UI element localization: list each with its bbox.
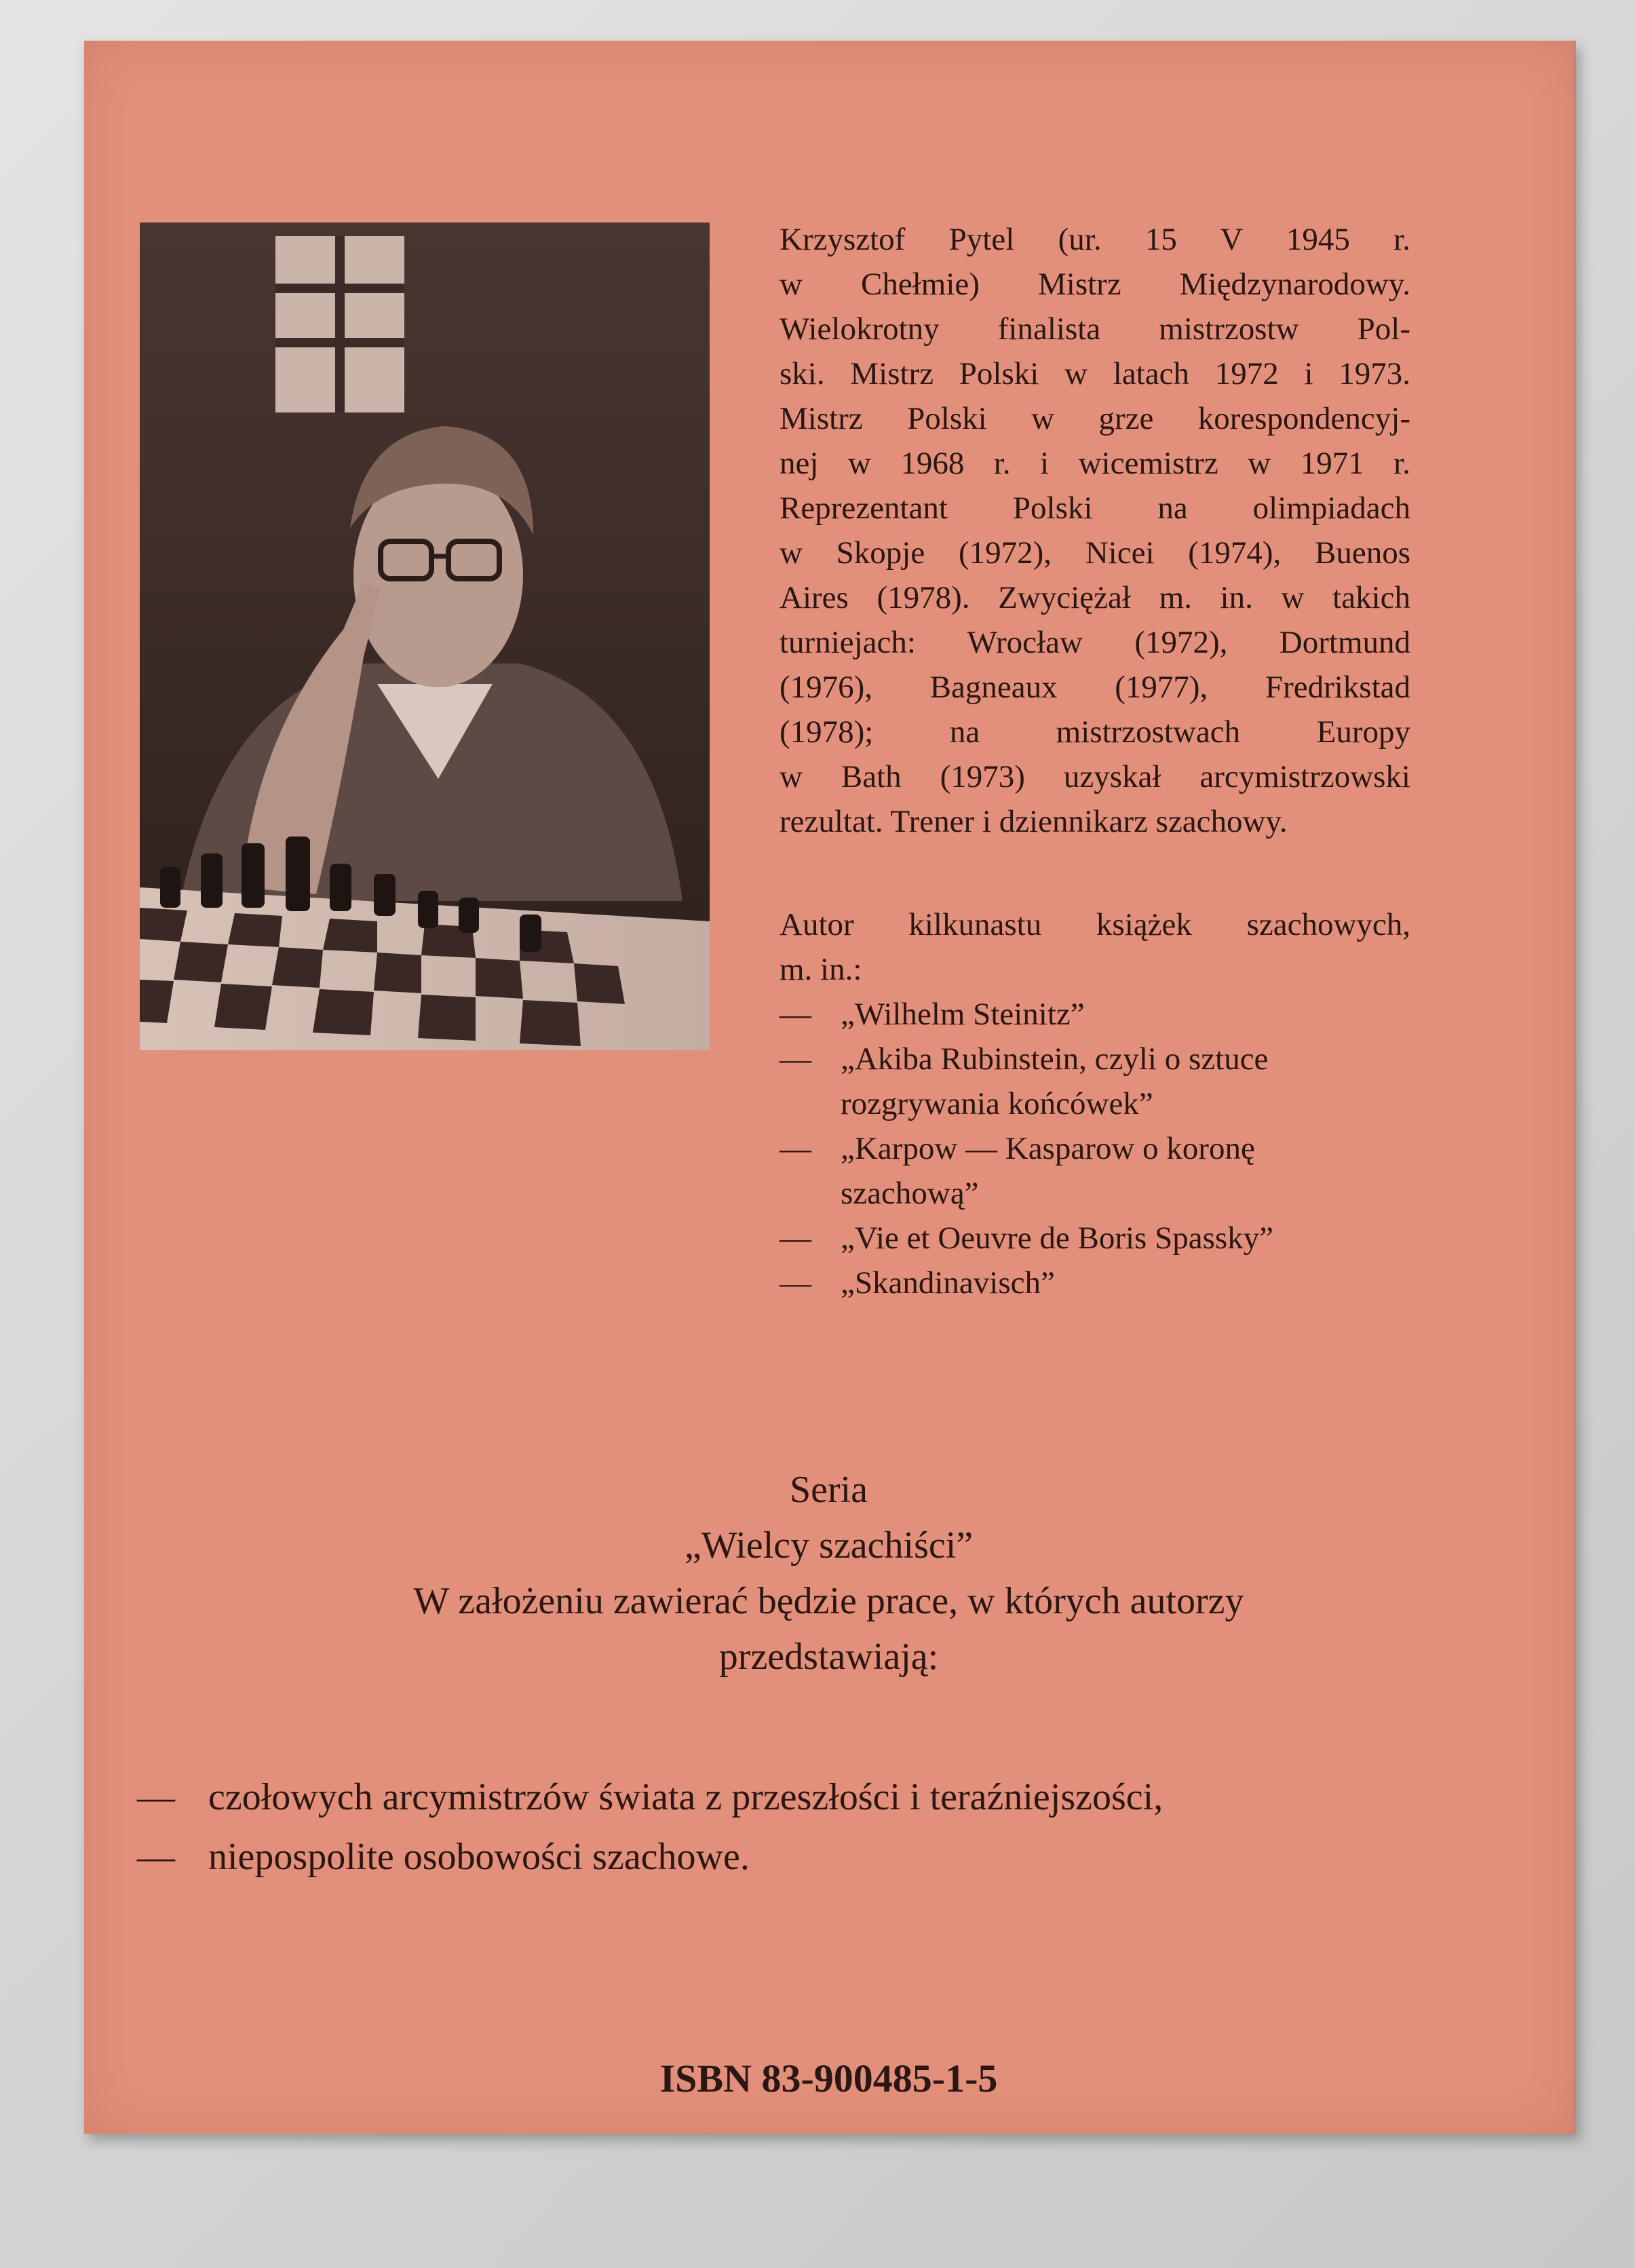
series-text-cont: przedstawiają: (718, 1636, 939, 1678)
works-item (780, 1261, 1410, 1305)
series-description (84, 1462, 1573, 1685)
topic-text: niepospolite osobowości szachowe. (208, 1836, 750, 1878)
works-title-cont: szachową” (841, 1176, 979, 1211)
bio-line: (1976), Bagneaux (1977), Fredrikstad (780, 670, 1410, 705)
bio-line: rezultat. Trener i dziennikarz szachowy. (780, 804, 1288, 839)
author-biography (780, 217, 1410, 844)
dash: — (780, 1041, 811, 1077)
dash: — (780, 1131, 811, 1166)
topic-item (137, 1827, 1163, 1887)
bio-line: ski. Mistrz Polski w latach 1972 i 1973. (780, 356, 1410, 391)
series-topics (137, 1767, 1163, 1887)
dash: — (137, 1836, 175, 1878)
bio-line: w Chełmie) Mistrz Międzynarodowy. (780, 267, 1410, 302)
works-title: „Vie et Oeuvre de Boris Spassky” (841, 1221, 1274, 1256)
works-title: „Skandinavisch” (841, 1265, 1055, 1301)
topic-text: czołowych arcymistrzów świata z przeszłości i teraźniejszości, (208, 1776, 1163, 1818)
topic-item (137, 1767, 1163, 1827)
series-label: Seria (789, 1469, 868, 1511)
bio-line: turniejach: Wrocław (1972), Dortmund (780, 625, 1410, 660)
bio-line: Reprezentant Polski na olimpiadach (780, 491, 1410, 526)
bio-line: (1978); na mistrzostwach Europy (780, 714, 1410, 750)
dash: — (780, 997, 811, 1032)
book-back-cover (84, 41, 1576, 2134)
bio-line: Aires (1978). Zwyciężał m. in. w takich (780, 580, 1410, 615)
works-item (780, 992, 1410, 1037)
bio-line: w Skopje (1972), Nicei (1974), Buenos (780, 535, 1410, 571)
works-title: „Karpow — Kasparow o koronę (841, 1131, 1255, 1166)
works-item (780, 1037, 1410, 1126)
works-intro-cont: m. in.: (780, 952, 862, 987)
works-title: „Wilhelm Steinitz” (841, 997, 1085, 1032)
works-title: „Akiba Rubinstein, czyli o sztuce (841, 1041, 1269, 1077)
dash: — (137, 1776, 175, 1818)
author-photo-illustration (140, 223, 710, 1050)
dash: — (780, 1221, 811, 1256)
author-photo (140, 223, 710, 1050)
series-text: W założeniu zawierać będzie prace, w których autorzy (413, 1580, 1244, 1622)
bio-line: Krzysztof Pytel (ur. 15 V 1945 r. (780, 222, 1410, 257)
works-title-cont: rozgrywania końcówek” (841, 1086, 1153, 1121)
author-works (780, 902, 1410, 1305)
works-intro: Autor kilkunastu książek szachowych, (780, 907, 1410, 942)
series-title: „Wielcy szachiści” (684, 1524, 974, 1567)
works-item (780, 1126, 1410, 1216)
bio-line: w Bath (1973) uzyskał arcymistrzowski (780, 759, 1410, 794)
isbn-number: ISBN 83-900485-1-5 (659, 2056, 998, 2100)
bio-line: Wielokrotny finalista mistrzostw Pol- (780, 311, 1410, 347)
bio-line: nej w 1968 r. i wicemistrz w 1971 r. (780, 446, 1410, 481)
bio-line: Mistrz Polski w grze korespondencyj- (780, 401, 1410, 436)
works-item (780, 1216, 1410, 1261)
dash: — (780, 1265, 811, 1301)
